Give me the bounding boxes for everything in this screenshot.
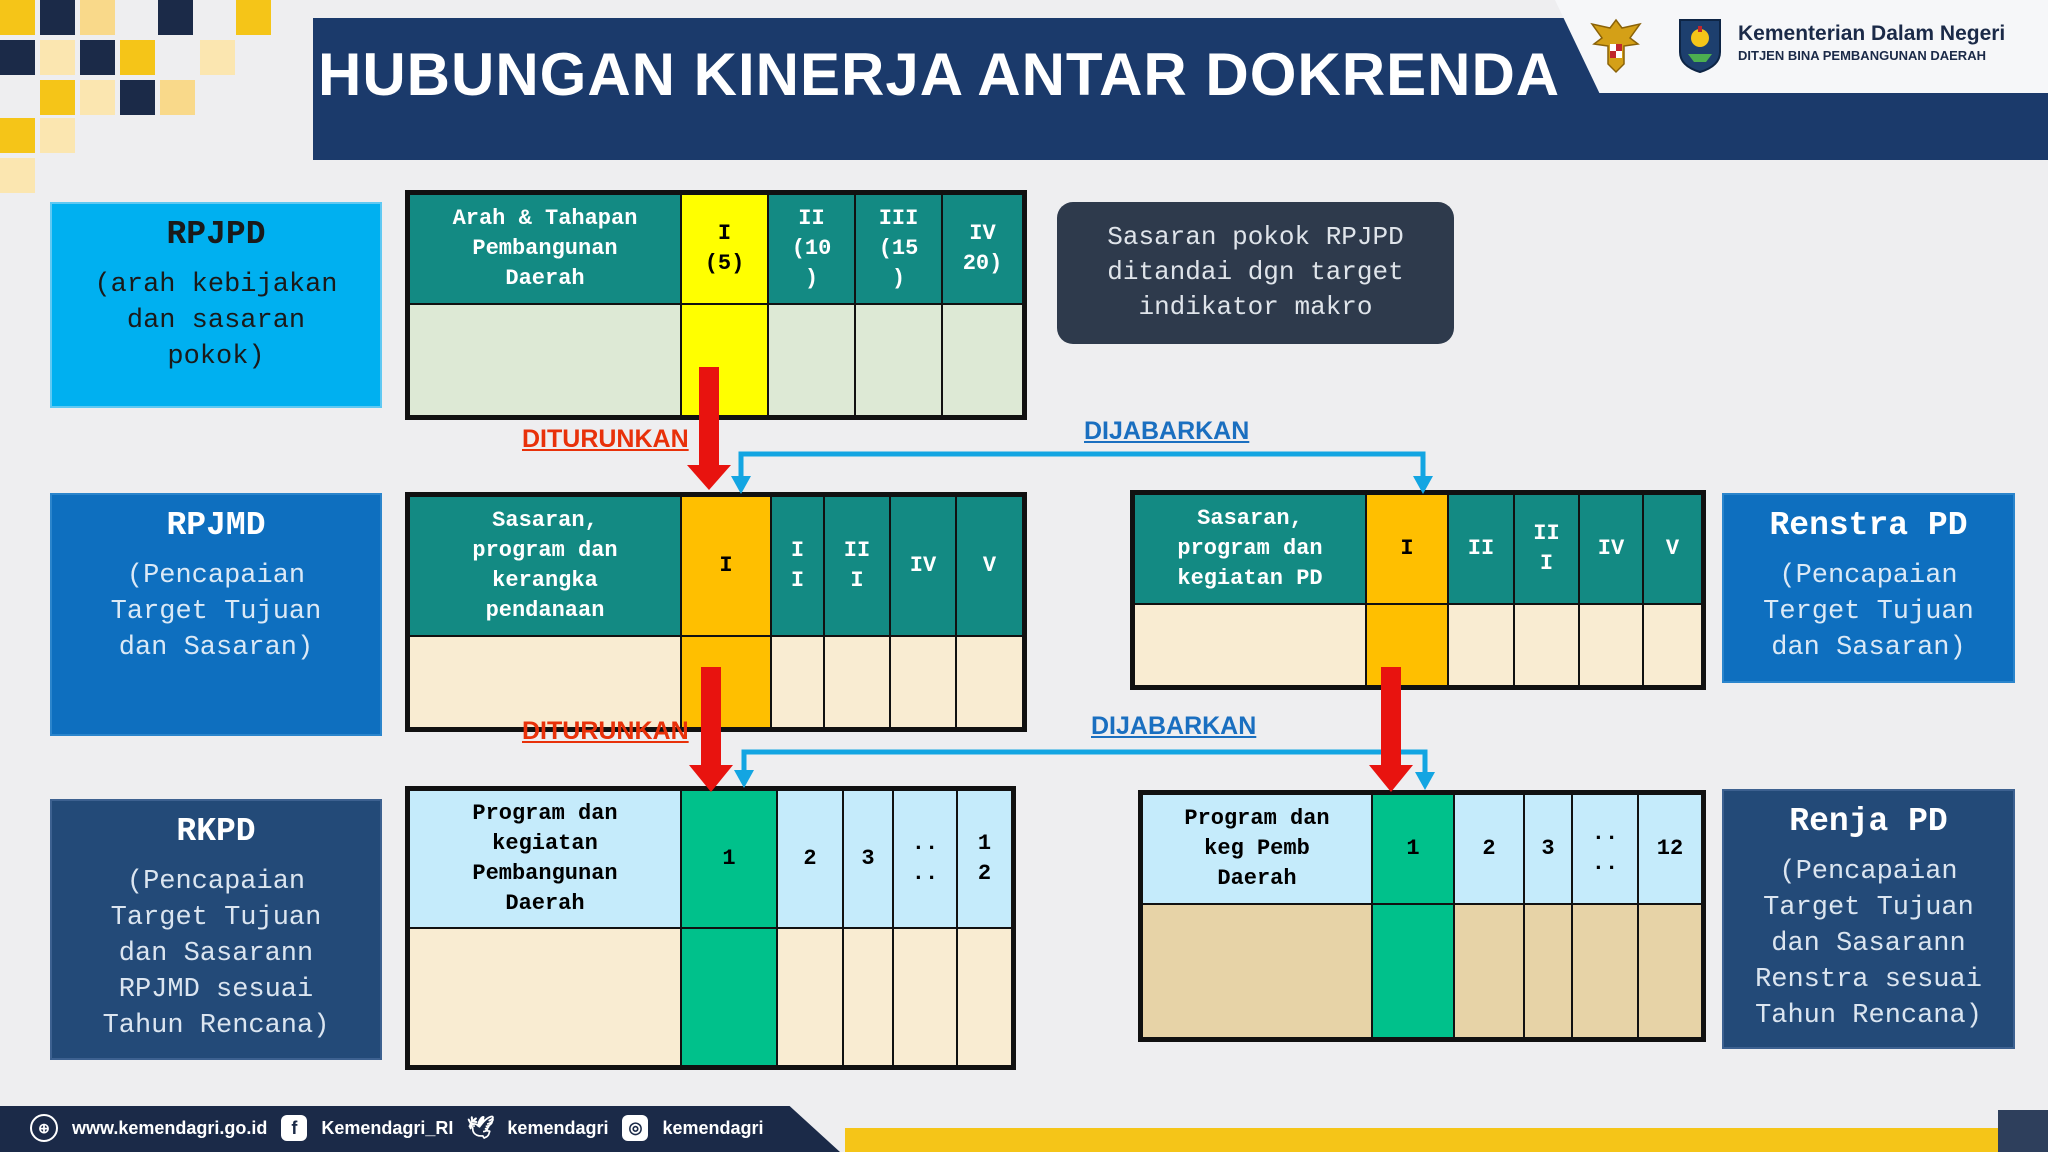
dijabarkan-arrow-1 [741, 454, 1423, 478]
dijabarkan-label-2: DIJABARKAN [1091, 712, 1257, 740]
dijabarkan-arrow-2 [744, 752, 1425, 772]
rkpd-col-3: 3 [844, 791, 892, 927]
rkpd-desc: (Pencapaian Target Tujuan dan Sasarann RPJMD sesuai Tahun Rencana) [102, 867, 330, 1041]
renja-col-1: 1 [1373, 795, 1453, 903]
rkpd-col-5: 1 2 [958, 791, 1011, 927]
rkpd-col-1: 1 [682, 791, 776, 927]
diturunkan-arrow-3 [1381, 667, 1401, 767]
rpjmd-col-1: I [682, 497, 770, 635]
footer-corner [1998, 1110, 2048, 1152]
renstra-pd-title: Renstra PD [1769, 507, 1968, 544]
footer-links [30, 1114, 764, 1142]
renja-pd-title: Renja PD [1789, 803, 1948, 840]
rpjmd-col-3: II I [825, 497, 889, 635]
page-title: HUBUNGAN KINERJA ANTAR DOKRENDA [318, 41, 1561, 108]
renstra-col-2: II [1449, 495, 1513, 603]
renja-col-3: 3 [1525, 795, 1571, 903]
renstra-pd-desc: (Pencapaian Terget Tujuan dan Sasaran) [1763, 561, 1974, 663]
footer-twitter-link[interactable]: kemendagri [507, 1117, 609, 1138]
rpjpd-col-4: IV 20) [943, 195, 1022, 303]
rpjmd-col-2: I I [772, 497, 823, 635]
footer-accent [845, 1128, 2005, 1152]
rkpd-col-2: 2 [778, 791, 842, 927]
renja-pd-desc: (Pencapaian Target Tujuan dan Sasarann Renstra sesuai Tahun Rencana) [1755, 857, 1982, 1031]
dijabarkan-arrowhead [734, 770, 754, 788]
footer-facebook-link[interactable]: Kemendagri_RI [321, 1117, 454, 1138]
ministry-name: Kementerian Dalam Negeri [1738, 22, 2006, 45]
dijabarkan-arrowhead [731, 476, 751, 494]
diturunkan-label-1: DITURUNKAN [522, 425, 689, 453]
rpjpd-col-3: III (15 ) [856, 195, 941, 303]
rpjpd-col-2: II (10 ) [769, 195, 854, 303]
rkpd-col-4: .. .. [894, 791, 956, 927]
rpjmd-table-label: Sasaran, program dan kerangka pendanaan [410, 497, 680, 635]
diturunkan-arrowhead [1369, 765, 1413, 792]
globe-icon: ⊕ [30, 1114, 58, 1142]
renstra-col-1: I [1367, 495, 1447, 603]
renstra-col-3: II I [1515, 495, 1578, 603]
rpjmd-col-5: V [957, 497, 1022, 635]
info-box: Sasaran pokok RPJPD ditandai dgn target indikator makro [1057, 202, 1454, 344]
dijabarkan-label-1: DIJABARKAN [1084, 417, 1250, 445]
rpjpd-desc: (arah kebijakan dan sasaran pokok) [94, 270, 338, 372]
renstra-col-5: V [1644, 495, 1701, 603]
rpjmd-title: RPJMD [166, 507, 266, 544]
diturunkan-arrow-1 [699, 367, 719, 467]
rpjpd-title: RPJPD [166, 216, 266, 253]
renstra-table-label: Sasaran, program dan kegiatan PD [1135, 495, 1365, 603]
dijabarkan-arrowhead [1413, 476, 1433, 494]
renja-col-4: .. .. [1573, 795, 1637, 903]
rpjmd-col-4: IV [891, 497, 955, 635]
diturunkan-arrow-2 [701, 667, 721, 767]
rkpd-title: RKPD [176, 813, 256, 850]
footer-instagram-link[interactable]: kemendagri [662, 1117, 764, 1138]
renja-col-2: 2 [1455, 795, 1523, 903]
renja-table-label: Program dan keg Pemb Daerah [1143, 795, 1371, 903]
diturunkan-arrowhead [687, 465, 731, 490]
rkpd-table-label: Program dan kegiatan Pembangunan Daerah [410, 791, 680, 927]
renja-col-5: 12 [1639, 795, 1701, 903]
footer-website-link[interactable]: www.kemendagri.go.id [72, 1117, 268, 1138]
twitter-icon: 🕊 [466, 1115, 495, 1140]
rpjpd-col-1: I (5) [682, 195, 767, 303]
ministry-subtitle: DITJEN BINA PEMBANGUNAN DAERAH [1738, 48, 1986, 63]
diturunkan-label-2: DITURUNKAN [522, 717, 689, 745]
instagram-icon: ◎ [622, 1115, 648, 1141]
renstra-col-4: IV [1580, 495, 1642, 603]
dijabarkan-arrowhead [1415, 772, 1435, 790]
diturunkan-arrowhead [689, 765, 733, 792]
facebook-icon: f [281, 1115, 307, 1141]
rpjpd-table-label: Arah & Tahapan Pembangunan Daerah [410, 195, 680, 303]
rpjmd-desc: (Pencapaian Target Tujuan dan Sasaran) [110, 561, 322, 663]
